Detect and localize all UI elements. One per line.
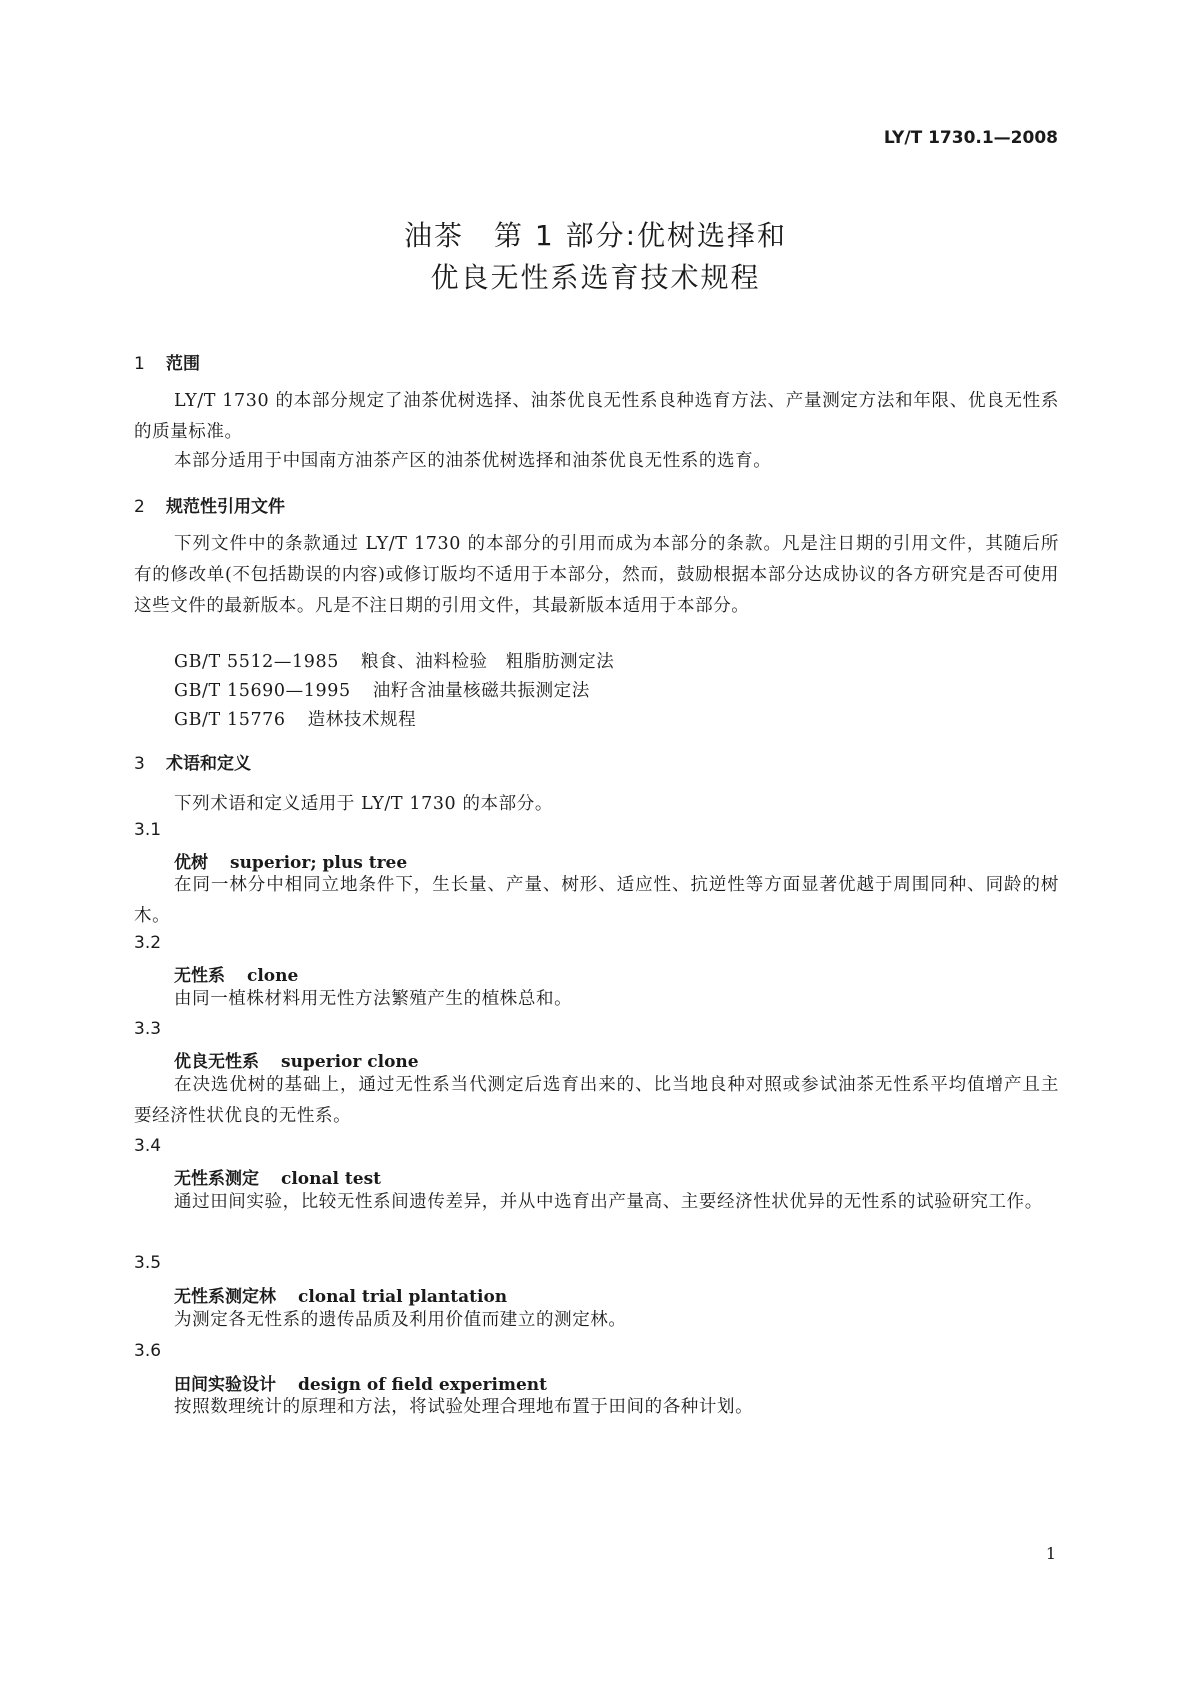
section-number: 2	[134, 497, 145, 517]
clause-number: 3.2	[134, 933, 162, 953]
page-number: 1	[1045, 1544, 1056, 1563]
reference-name: 造林技术规程	[307, 710, 417, 730]
term-en: clonal test	[281, 1169, 381, 1189]
term-definition: 通过田间实验，比较无性系间遗传差异，并从中选育出产量高、主要经济性状优异的无性系的试验研究工作。	[174, 1192, 1043, 1212]
term-definition: 在决选优树的基础上，通过无性系当代测定后选育出来的、比当地良种对照或参试油茶无性系平均值增产且主要经济性状优良的无性系。	[134, 1075, 1059, 1126]
term-entry	[174, 961, 298, 986]
document-title-line2: 优良无性系选育技术规程	[430, 261, 761, 294]
term-definition: 按照数理统计的原理和方法，将试验处理合理地布置于田间的各种计划。	[174, 1397, 754, 1417]
section-title: 范围	[166, 354, 200, 374]
term-definition: 为测定各无性系的遗传品质及利用价值而建立的测定林。	[174, 1310, 627, 1330]
clause-number: 3.5	[134, 1253, 162, 1273]
term-en: clone	[247, 966, 299, 986]
paragraph: 下列文件中的条款通过 LY/T 1730 的本部分的引用而成为本部分的条款。凡是注日期的引用文件，其随后所有的修改单(不包括勘误的内容)或修订版均不适用于本部分，然而，鼓励根据本部分达成协议的各方研究是否可使用这些文件的最新版本。凡是不注日期的引用文件，其最新版本适用于本部分。	[134, 534, 1059, 616]
section-heading-3	[134, 749, 251, 774]
section-heading-1	[134, 349, 200, 374]
reference-name: 粮食、油料检验 粗脂肪测定法	[360, 652, 615, 672]
reference-code: GB/T 15776	[174, 710, 286, 730]
term-entry	[174, 1047, 419, 1072]
clause-number: 3.3	[134, 1019, 162, 1039]
term-en: superior clone	[281, 1052, 419, 1072]
term-zh: 无性系	[174, 966, 225, 986]
clause-number: 3.6	[134, 1341, 162, 1361]
reference-code: GB/T 5512—1985	[174, 652, 339, 672]
term-definition: 在同一林分中相同立地条件下，生长量、产量、树形、适应性、抗逆性等方面显著优越于周围同种、同龄的树木。	[134, 875, 1059, 926]
paragraph: 本部分适用于中国南方油茶产区的油茶优树选择和油茶优良无性系的选育。	[174, 451, 772, 471]
reference-code: GB/T 15690—1995	[174, 681, 351, 701]
term-zh: 优树	[174, 853, 208, 873]
paragraph: 下列术语和定义适用于 LY/T 1730 的本部分。	[174, 794, 553, 814]
section-title: 规范性引用文件	[166, 497, 285, 517]
clause-number: 3.4	[134, 1136, 162, 1156]
paragraph: LY/T 1730 的本部分规定了油茶优树选择、油茶优良无性系良种选育方法、产量测定方法和年限、优良无性系的质量标准。	[134, 391, 1059, 442]
term-entry	[174, 1164, 381, 1189]
term-entry	[174, 1282, 507, 1307]
document-title-line1: 油茶 第 1 部分:优树选择和	[403, 219, 788, 252]
term-en: design of field experiment	[298, 1375, 547, 1395]
reference-item	[174, 648, 614, 673]
term-zh: 无性系测定	[174, 1169, 259, 1189]
clause-number: 3.1	[134, 820, 162, 840]
standard-code: LY/T 1730.1—2008	[883, 128, 1058, 148]
section-number: 3	[134, 754, 145, 774]
term-zh: 无性系测定林	[174, 1287, 276, 1307]
term-en: superior; plus tree	[230, 853, 408, 873]
term-zh: 优良无性系	[174, 1052, 259, 1072]
term-en: clonal trial plantation	[298, 1287, 508, 1307]
term-definition: 由同一植株材料用无性方法繁殖产生的植株总和。	[174, 989, 573, 1009]
section-number: 1	[134, 354, 145, 374]
term-zh: 田间实验设计	[174, 1375, 276, 1395]
section-title: 术语和定义	[166, 754, 251, 774]
reference-item	[174, 706, 416, 731]
section-heading-2	[134, 492, 285, 517]
reference-name: 油籽含油量核磁共振测定法	[372, 681, 590, 701]
reference-item	[174, 677, 590, 702]
